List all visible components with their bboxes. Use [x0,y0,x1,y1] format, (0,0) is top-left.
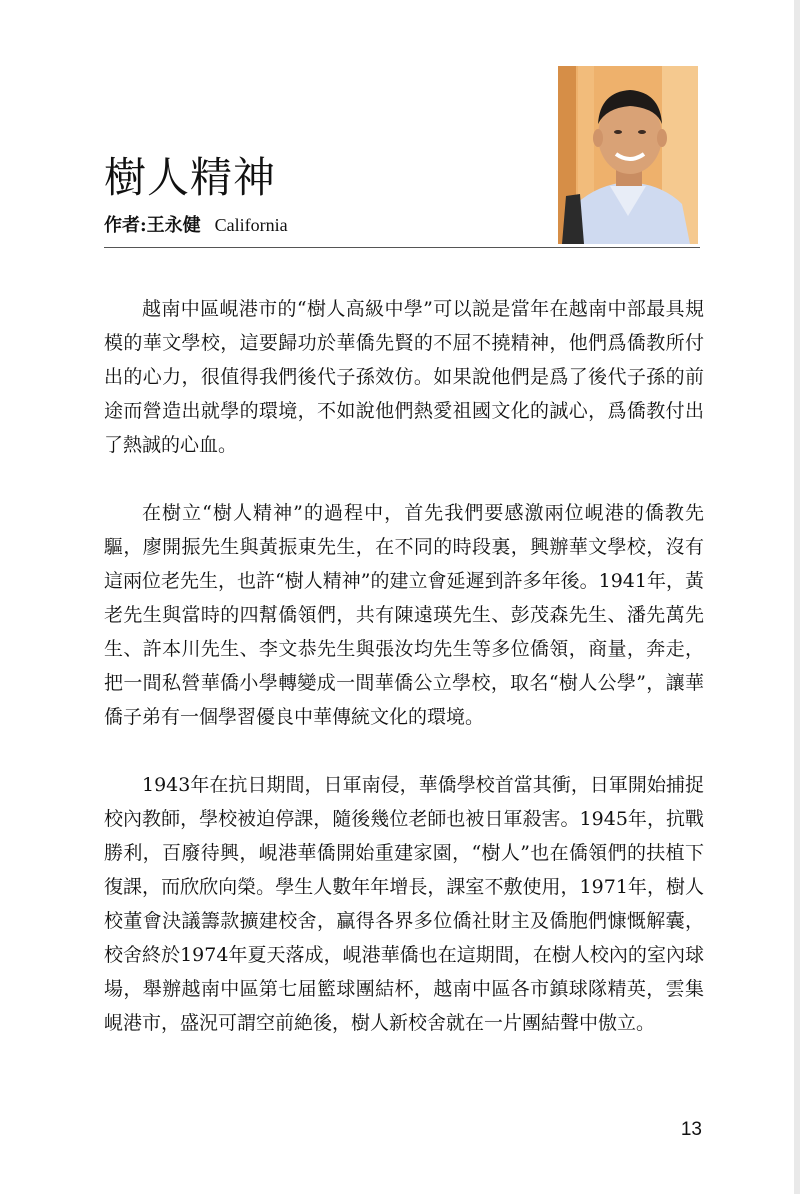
paragraph: 1943年在抗日期間，日軍南侵，華僑學校首當其衝，日軍開始捕捉校內教師，學校被迫停課，隨後幾位老師也被日軍殺害。1945年，抗戰勝利，百廢待興，峴港華僑開始重建家園，“樹人”也在僑領們的扶植下復課，而欣欣向榮。學生人數年年增長，課室不敷使用，1971年，樹人校董會決議籌款擴建校舍，贏得各界多位僑社財主及僑胞們慷慨解囊，校舍終於1974年夏天落成，峴港華僑也在這期間，在樹人校內的室內球場，舉辦越南中區第七届籃球團結杯，越南中區各市鎮球隊精英，雲集峴港市，盛況可謂空前絶後，樹人新校舍就在一片團結聲中傲立。 [104,774,704,1034]
article-body [104,292,704,1074]
author-photo [558,66,698,244]
author-name: 作者:王永健 [104,215,201,236]
header-divider [104,247,700,248]
author-location: California [214,215,288,235]
article-title: 樹人精神 [104,153,277,202]
paragraph: 在樹立“樹人精神”的過程中，首先我們要感激兩位峴港的僑教先驅，廖開振先生與黃振東先生，在不同的時段裏，興辦華文學校，沒有這兩位老先生，也許“樹人精神”的建立會延遲到許多年後。1941年，黃老先生與當時的四幫僑領們，共有陳遠瑛先生、彭茂森先生、潘先萬先生、許本川先生、李文恭先生與張汝均先生等多位僑領，商量，奔走，把一間私營華僑小學轉變成一間華僑公立學校，取名“樹人公學”，讓華僑子弟有一個學習優良中華傳統文化的環境。 [104,502,704,728]
page-number: 13 [680,1119,702,1140]
paragraph: 越南中區峴港市的“樹人高級中學”可以説是當年在越南中部最具規模的華文學校，這要歸功於華僑先賢的不屈不撓精神，他們爲僑教所付出的心力，很值得我們後代子孫效仿。如果說他們是爲了後代子孫的前途而營造出就學的環境，不如說他們熱愛祖國文化的誠心，爲僑教付出了熱誠的心血。 [104,298,704,456]
author-byline [104,212,288,239]
page-edge-shadow [794,0,800,1194]
